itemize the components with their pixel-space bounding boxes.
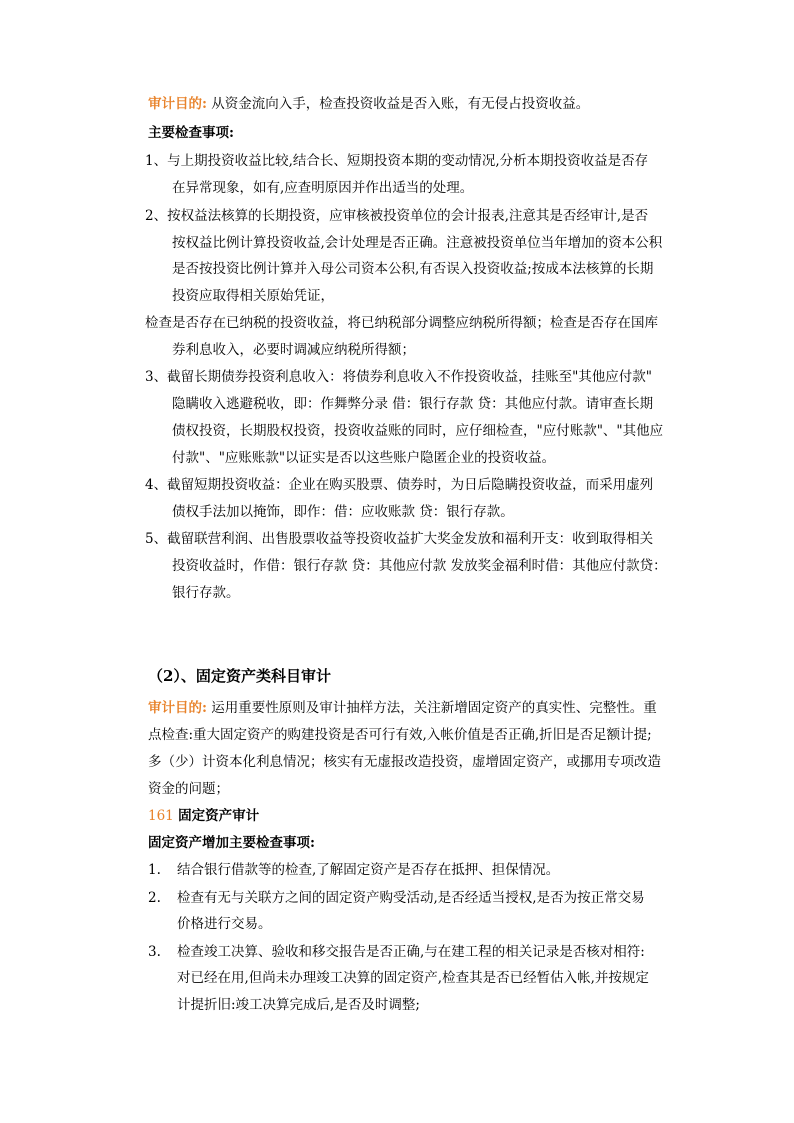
sec1-line: 1、与上期投资收益比较,结合长、短期投资本期的变动情况,分析本期投资收益是否存: [145, 153, 649, 169]
item-number: 3.: [148, 944, 161, 960]
main-items-heading: 主要检查事项:: [148, 125, 234, 141]
sec2-purpose-line-1: [148, 698, 657, 718]
sec2-purpose-line: 点检查:重大固定资产的购建投资是否可行有效,入帐价值是否正确,折旧是否足额计提;: [148, 727, 652, 743]
sec2-purpose-label: 审计目的:: [148, 700, 207, 716]
sec1-line: 隐瞒收入逃避税收，即：作舞弊分录 借：银行存款 贷：其他应付款。请审查长期: [172, 396, 654, 412]
item-line: 检查有无与关联方之间的固定资产购受活动,是否经适当授权,是否为按正常交易: [177, 890, 645, 906]
sec1-line: 投资收益时，作借：银行存款 贷：其他应付款 发放奖金福利时借：其他应付款贷：: [172, 558, 667, 574]
audit-purpose-text: 从资金流向入手，检查投资收益是否入账，有无侵占投资收益。: [211, 96, 590, 112]
subsection-number: 161: [148, 808, 174, 824]
sec1-line: 券利息收入，必要时调减应纳税所得额；: [172, 342, 415, 358]
sec1-line: 付款"、"应账账款"以证实是否以这些账户隐匿企业的投资收益。: [172, 450, 556, 466]
sec1-line: 按权益比例计算投资收益,会计处理是否正确。注意被投资单位当年增加的资本公积: [172, 235, 663, 251]
audit-purpose-label: 审计目的:: [148, 96, 207, 112]
item-line: 结合银行借款等的检查,了解固定资产是否存在抵押、担保情况。: [177, 862, 560, 878]
sec2-purpose-text: 运用重要性原则及审计抽样方法，关注新增固定资产的真实性、完整性。重: [211, 700, 657, 716]
subsection-title: [148, 806, 259, 826]
sec1-line: 3、截留长期债券投资利息收入：将债券利息收入不作投资收益，挂账至"其他应付款": [145, 369, 653, 385]
item-number: 1.: [148, 862, 161, 878]
sec2-purpose-line: 资金的问题；: [148, 781, 229, 797]
sec1-line: 投资应取得相关原始凭证，: [172, 288, 334, 304]
item-line: 计提折旧:竣工决算完成后,是否及时调整;: [177, 997, 420, 1013]
sec2-purpose-line: 多（少）计资本化利息情况；核实有无虚报改造投资，虚增固定资产，或挪用专项改造: [148, 754, 661, 770]
subsection-title-text: 固定资产审计: [178, 808, 260, 824]
item-line: 检查竣工决算、验收和移交报告是否正确,与在建工程的相关记录是否核对相符:: [177, 944, 645, 960]
sec1-line: 5、截留联营利润、出售股票收益等投资收益扩大奖金发放和福利开支：收到取得相关: [145, 531, 654, 547]
item-number: 2.: [148, 890, 161, 906]
sec1-line: 2、按权益法核算的长期投资，应审核被投资单位的会计报表,注意其是否经审计,是否: [145, 208, 649, 224]
sec1-line: 检查是否存在已纳税的投资收益，将已纳税部分调整应纳税所得额；检查是否存在国库: [145, 315, 658, 331]
sec1-line: 4、截留短期投资收益：企业在购买股票、债券时，为日后隐瞒投资收益，而采用虚列: [145, 477, 654, 493]
item-line: 对已经在用,但尚未办理竣工决算的固定资产,检查其是否已经暂估入帐,并按规定: [177, 970, 649, 986]
sec1-line: 债权手法加以掩饰，即作：借：应收账款 贷：银行存款。: [172, 504, 514, 520]
sec1-line: 是否按投资比例计算并入母公司资本公积,有否误入投资收益;按成本法核算的长期: [172, 261, 654, 277]
sec1-line: 债权投资，长期股权投资，投资收益账的同时，应仔细检查，"应付账款"、"其他应: [172, 423, 664, 439]
section-heading: （2）、固定资产类科目审计: [148, 667, 331, 685]
sec1-line: 在异常现象，如有,应查明原因并作出适当的处理。: [172, 180, 474, 196]
item-line: 价格进行交易。: [177, 916, 272, 932]
increase-heading: 固定资产增加主要检查事项:: [148, 835, 315, 851]
audit-purpose-line-1: [148, 94, 589, 114]
sec1-line: 银行存款。: [172, 585, 240, 601]
